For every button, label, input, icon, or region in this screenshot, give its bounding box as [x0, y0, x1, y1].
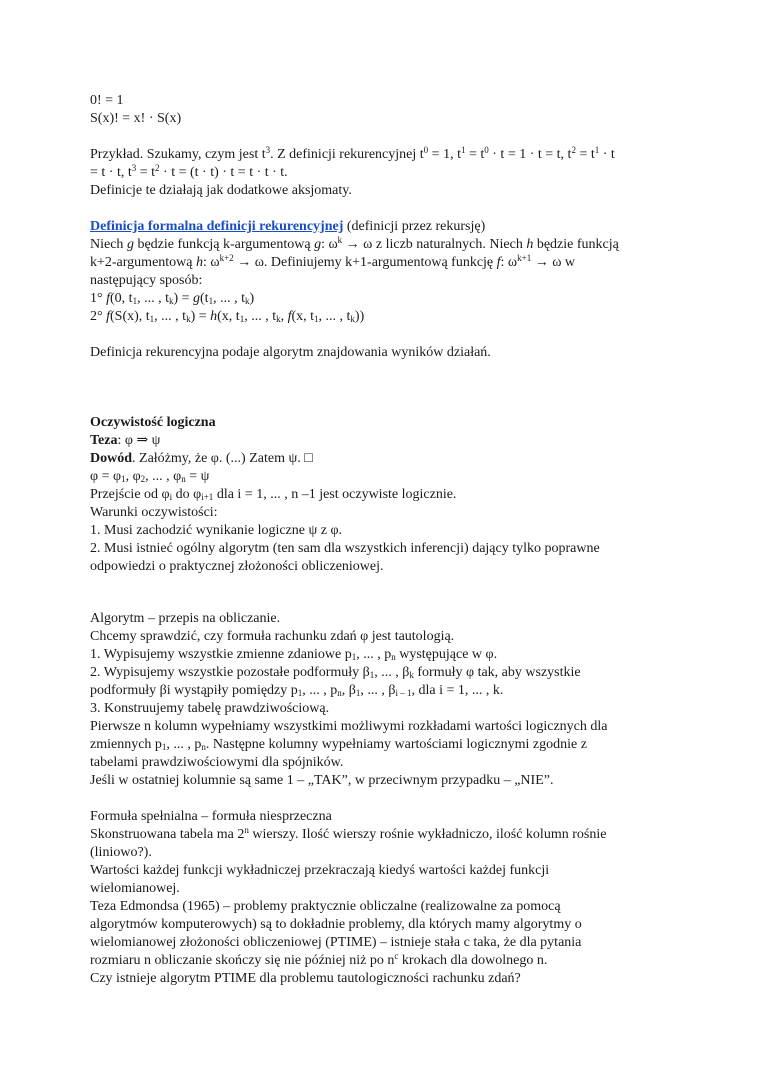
text-line: Skonstruowana tabela ma 2$^n$ wierszy. Ilość wierszy rośnie wykładniczo, ilość kolumn rośnie	[90, 825, 607, 842]
text-line: 0! = 1	[90, 93, 124, 108]
text-line: Jeśli w ostatniej kolumnie są same 1 – „TAK”, w przeciwnym przypadku – „NIE”.	[90, 773, 554, 788]
definition-link[interactable]: Definicja formalna definicji rekurencyjnej	[90, 219, 344, 234]
text-line: algorytmów komputerowych) są to dokładnie problemy, dla których mamy algorytmy o	[90, 917, 582, 932]
section-heading: Oczywistość logiczna	[90, 415, 216, 430]
text-line: wielomianowej.	[90, 881, 180, 896]
text-line: Chcemy sprawdzić, czy formuła rachunku zdań φ jest tautologią.	[90, 629, 455, 644]
text-line: Formuła spełnialna – formuła niesprzeczna	[90, 809, 332, 824]
text-line: Dowód. Załóżmy, że φ. (...) Zatem ψ. □	[90, 451, 313, 466]
text-line: odpowiedzi o praktycznej złożoności obliczeniowej.	[90, 559, 384, 574]
text-line: podformuły βi wystąpiły pomiędzy $p_1$, ... , $p_n$, $\beta_1$, ... , $\beta_{i - 1}$, dla i = 1, ... , k.	[90, 683, 504, 698]
list-item: 2. Musi istnieć ogólny algorytm (ten sam dla wszystkich inferencji) dający tylko poprawne	[90, 541, 600, 556]
formula-line: 1° f(0, $t_1$, ... , $t_k) = g(t_1$, ... , $t_k$)	[90, 291, 255, 306]
text-line: Czy istnieje algorytm PTIME dla problemu tautologiczności rachunku zdań?	[90, 971, 521, 986]
text-line: tabelami prawdziwościowymi dla spójników.	[90, 755, 344, 770]
text-line: Wartości każdej funkcji wykładniczej przekraczają kiedyś wartości każdej funkcji	[90, 863, 550, 878]
text-line: Przejście od $\varphi_i$ do $\varphi_{i+1}$ dla i = 1, ... , n –1 jest oczywiste logicznie.	[90, 487, 457, 502]
list-item: 2. Wypisujemy wszystkie pozostałe podformuły $\beta_1$, ... , $\beta_k$ formuły φ tak, aby wszystkie	[90, 665, 581, 680]
list-item: 1. Musi zachodzić wynikanie logiczne ψ z φ.	[90, 523, 343, 538]
text-line: (liniowo?).	[90, 845, 152, 860]
document-page	[90, 92, 690, 988]
text-line: Algorytm – przepis na obliczanie.	[90, 611, 281, 626]
text-line: k+2-argumentową h: $\omega^{k+2} \to \omega$. Definiujemy k+1-argumentową funkcję f: $\omega^{k+1} \to \omega$ w	[90, 253, 576, 270]
formula-line: 2° f(S(x), $t_1$, ... , $t_k) = h(x$, $t_1$, ... , $t_k$, f(x, $t_1$, ... , $t_k$))	[90, 309, 365, 324]
text-line: Niech g będzie funkcją k-argumentową g: $\omega^k \to \omega$ z liczb naturalnych. Niech h będzie funkcją	[90, 235, 619, 252]
definition-heading: Definicja formalna definicji rekurencyjnej (definicji przez rekursję)	[90, 219, 486, 234]
example-line: Przykład. Szukamy, czym jest $t^3$. Z definicji rekurencyjnej $t^0 = 1$, $t^1 = t^0 \cdot t = 1 \cdot t = t$, $t^2 = t^1 \cdot t$	[90, 145, 615, 162]
text-line: Teza Edmondsa (1965) – problemy praktycznie obliczalne (realizowalne za pomocą	[90, 899, 561, 914]
text-line: S(x)! = x! · S(x)	[90, 111, 182, 126]
list-item: 1. Wypisujemy wszystkie zmienne zdaniowe $p_1$, ... , $p_n$ występujące w φ.	[90, 647, 498, 662]
text-line: zmiennych $p_1$, ... , $p_n$. Następne kolumny wypełniamy wartościami logicznymi zgodnie z	[90, 737, 587, 752]
text-line: Definicja rekurencyjna podaje algorytm znajdowania wyników działań.	[90, 345, 491, 360]
text-line: Teza: φ ⇒ ψ	[90, 433, 161, 448]
text-line: wielomianowej złożoności obliczeniowej (PTIME) – istnieje stała c taka, że dla pytania	[90, 935, 582, 950]
text-line: Definicje te działają jak dodatkowe aksjomaty.	[90, 183, 352, 198]
list-item: 3. Konstruujemy tabelę prawdziwościową.	[90, 701, 330, 716]
text-line: Pierwsze n kolumn wypełniamy wszystkimi możliwymi rozkładami wartości logicznych dla	[90, 719, 608, 734]
text-line: rozmiaru n obliczanie skończy się nie później niż po $n^c$ krokach dla dowolnego n.	[90, 951, 548, 968]
formula-line: $\varphi = \varphi_1$, $\varphi_2$, ... , $\varphi_n = \psi$	[90, 469, 210, 484]
example-line: = t · t, $t^3 = t^2 \cdot t = (t \cdot t) \cdot t = t \cdot t \cdot t$.	[90, 163, 288, 180]
text-line: następujący sposób:	[90, 273, 203, 288]
text-line: Warunki oczywistości:	[90, 505, 218, 520]
